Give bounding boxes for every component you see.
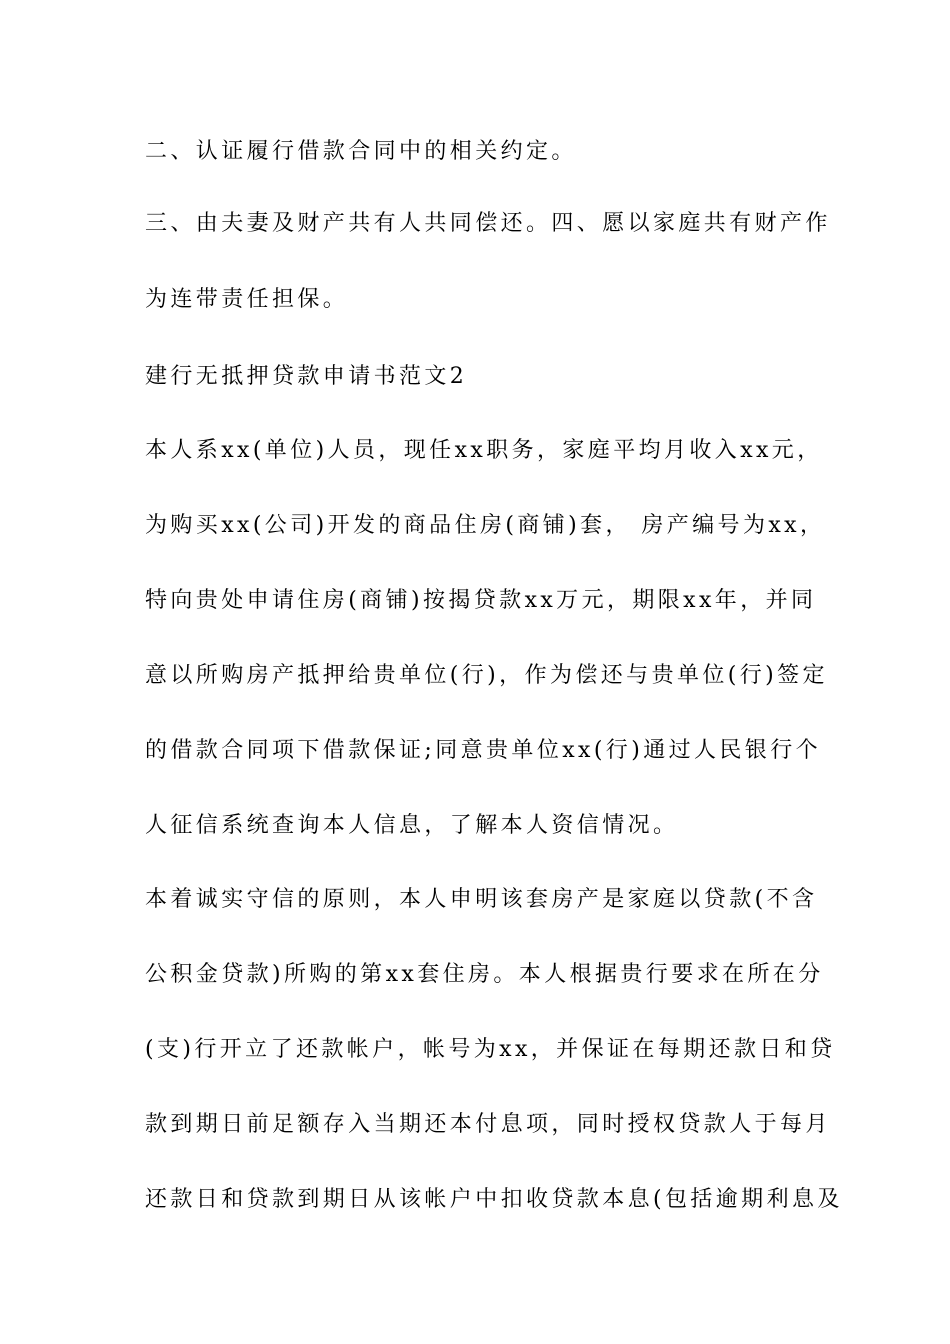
text-line: 还款日和贷款到期日从该帐户中扣收贷款本息(包括逾期利息及: [145, 1187, 843, 1212]
text-line: 二、认证履行借款合同中的相关约定。: [145, 139, 577, 164]
text-line: 款到期日前足额存入当期还本付息项，同时授权贷款人于每月: [145, 1112, 831, 1137]
text-line: 为购买xx(公司)开发的商品住房(商铺)套， 房产编号为xx，: [145, 513, 826, 538]
text-line: 的借款合同项下借款保证;同意贵单位xx(行)通过人民银行个: [145, 738, 821, 763]
text-line: 为连带责任担保。: [145, 287, 349, 312]
text-line: 公积金贷款)所购的第xx套住房。本人根据贵行要求在所在分: [145, 962, 824, 987]
section-heading: 建行无抵押贷款申请书范文2: [145, 364, 468, 389]
text-line: (支)行开立了还款帐户，帐号为xx，并保证在每期还款日和贷: [145, 1037, 836, 1062]
text-line: 本人系xx(单位)人员，现任xx职务，家庭平均月收入xx元，: [145, 438, 823, 463]
text-line: 本着诚实守信的原则，本人申明该套房产是家庭以贷款(不含: [145, 887, 818, 912]
text-line: 特向贵处申请住房(商铺)按揭贷款xx万元，期限xx年，并同: [145, 588, 817, 613]
text-line: 人征信系统查询本人信息，了解本人资信情况。: [145, 813, 679, 838]
text-line: 三、由夫妻及财产共有人共同偿还。四、愿以家庭共有财产作: [145, 211, 831, 236]
text-line: 意以所购房产抵押给贵单位(行)，作为偿还与贵单位(行)签定: [145, 663, 828, 688]
